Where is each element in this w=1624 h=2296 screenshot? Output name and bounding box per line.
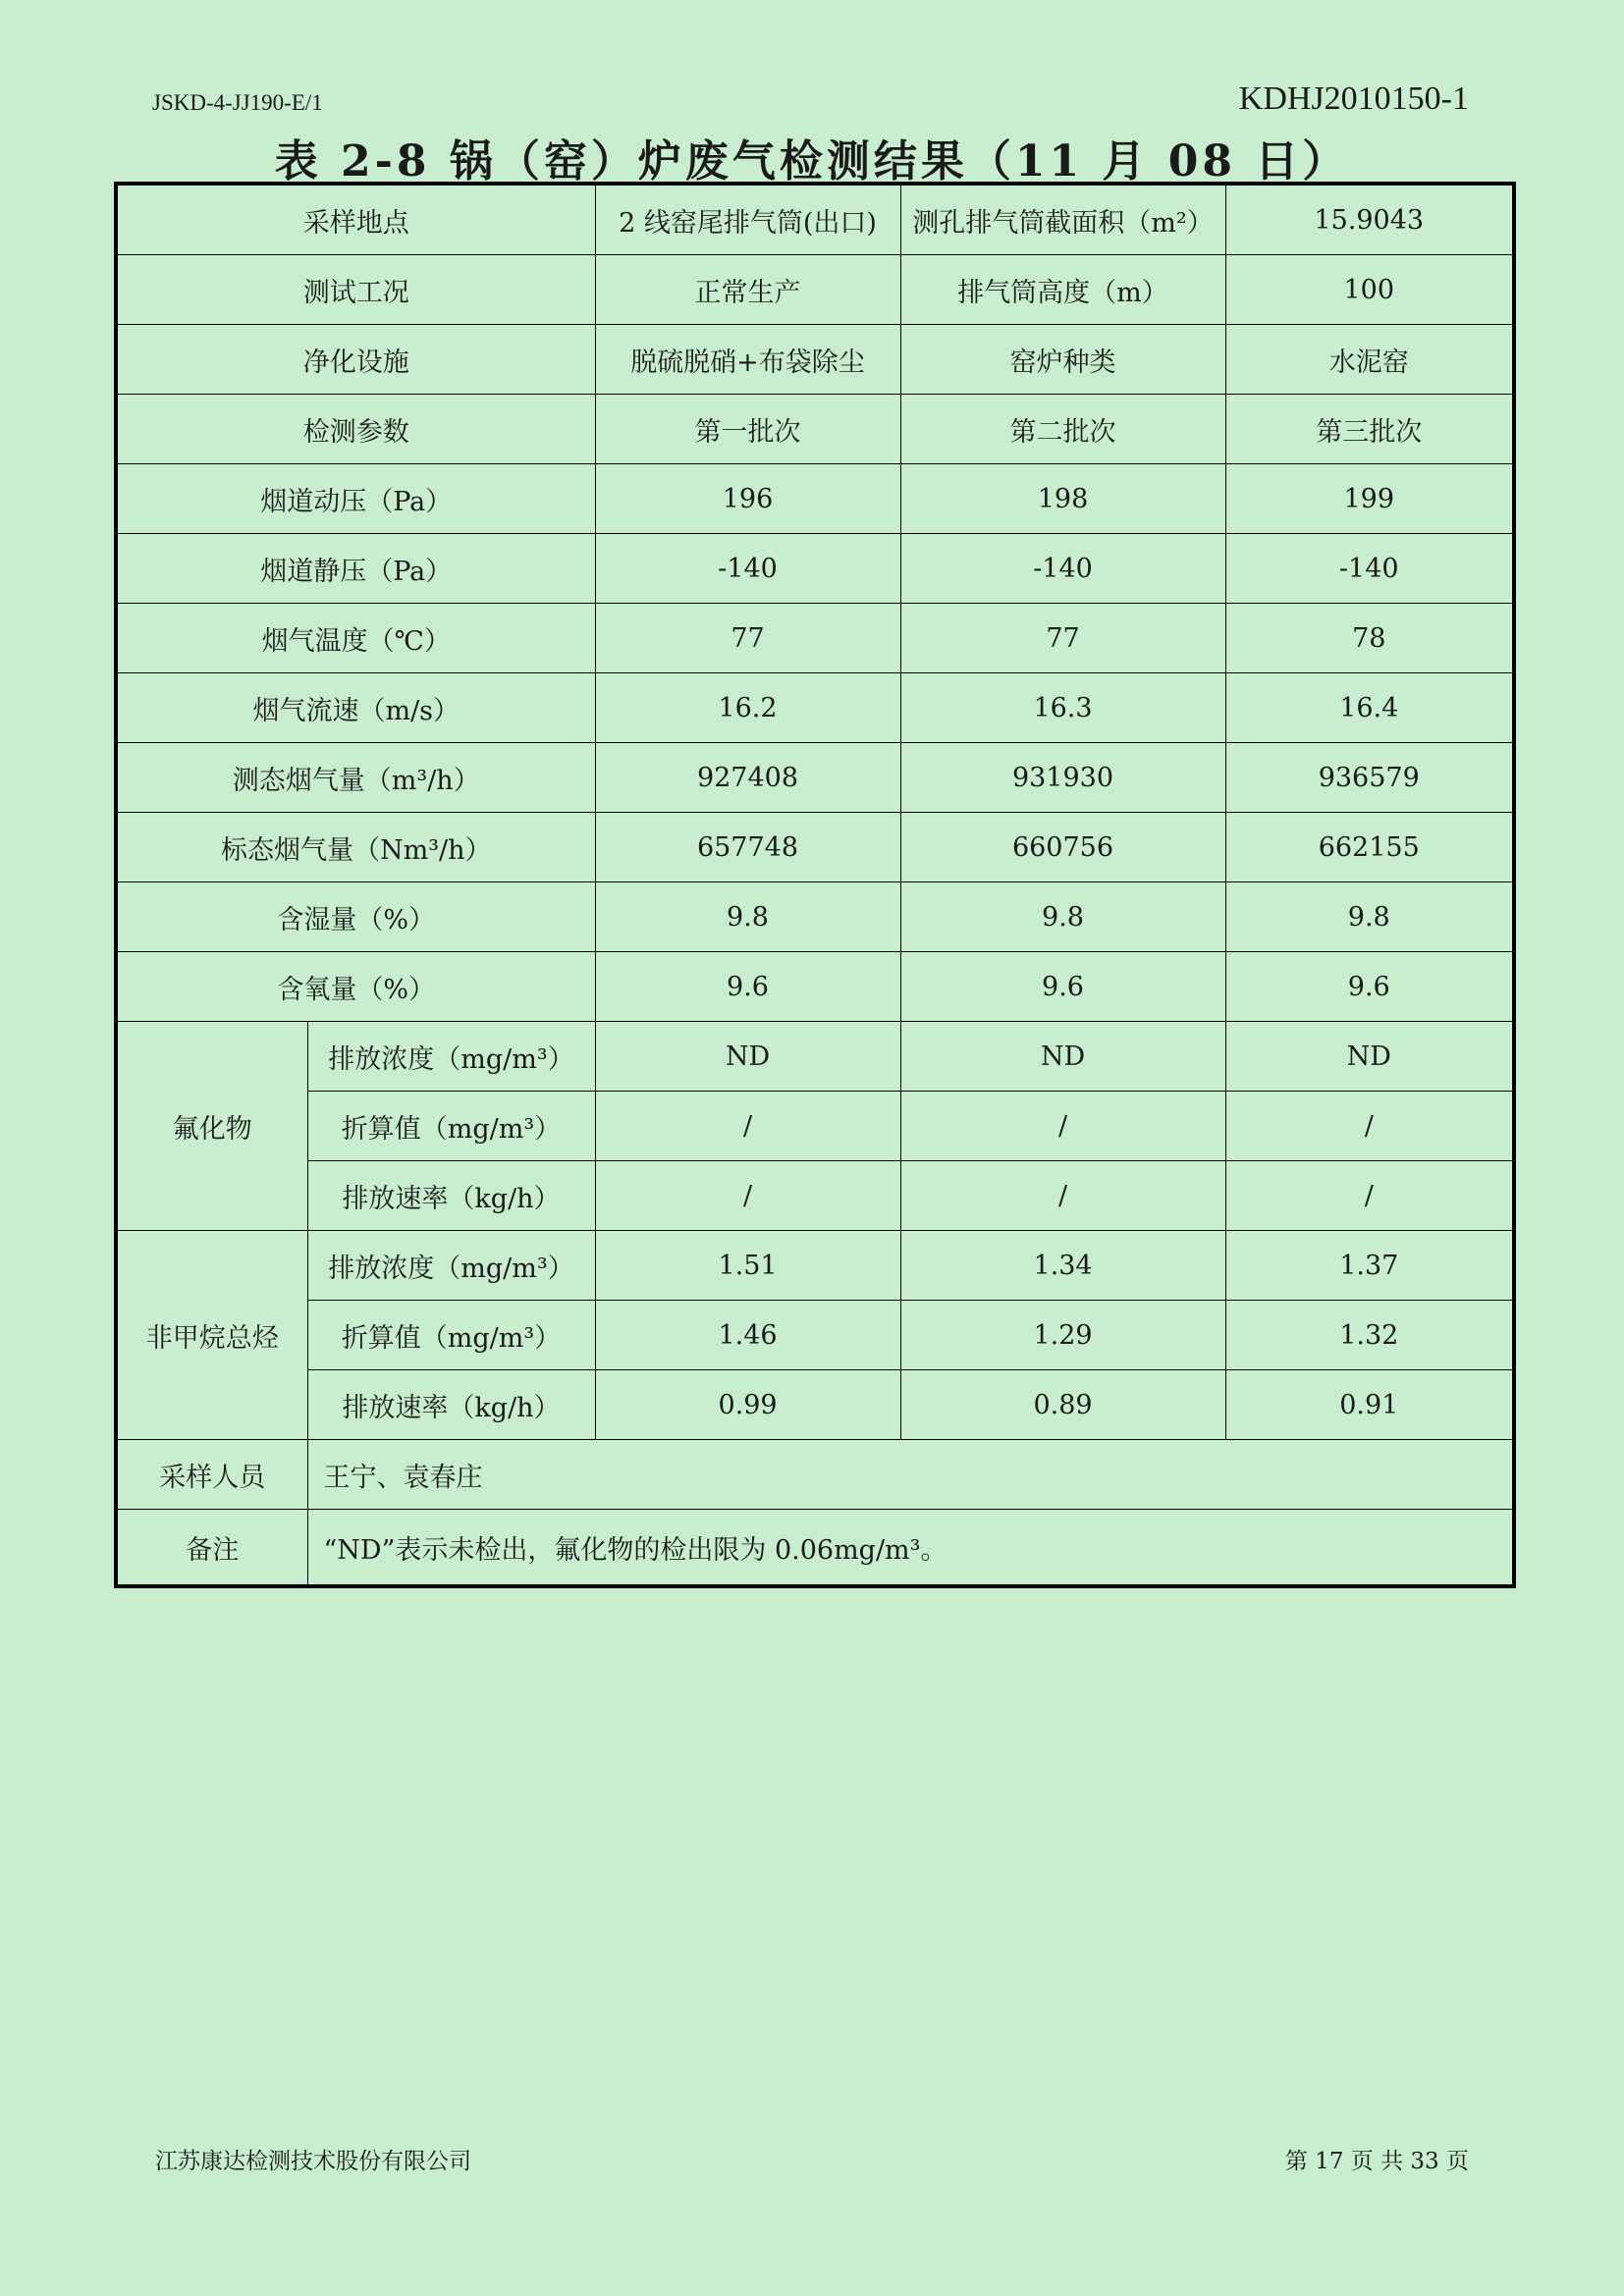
row-label: 烟气流速（m/s）	[116, 673, 595, 743]
row-label: 采样地点	[116, 184, 595, 255]
table-cell: 排气筒高度（m）	[900, 255, 1225, 325]
page-number: 第 17 页 共 33 页	[1284, 2149, 1469, 2174]
table-row	[116, 184, 1514, 255]
table-cell: 第二批次	[900, 395, 1225, 464]
table-row	[116, 534, 1514, 604]
table-cell: /	[900, 1092, 1225, 1161]
table-cell: 9.8	[595, 882, 900, 952]
table-row	[116, 1510, 1514, 1587]
table-cell: 936579	[1225, 743, 1514, 813]
table-cell: 正常生产	[595, 255, 900, 325]
group-label: 氟化物	[116, 1022, 307, 1231]
table-cell: 662155	[1225, 813, 1514, 882]
table-cell: -140	[900, 534, 1225, 604]
table-cell: 脱硫脱硝+布袋除尘	[595, 325, 900, 395]
table-cell: 657748	[595, 813, 900, 882]
row-label: 排放速率（kg/h）	[307, 1161, 595, 1231]
table-row	[116, 882, 1514, 952]
row-label: 含氧量（%）	[116, 952, 595, 1022]
table-row	[116, 1231, 1514, 1301]
results-table	[114, 182, 1516, 1588]
table-cell: 77	[900, 604, 1225, 673]
table-cell: /	[1225, 1161, 1514, 1231]
table-cell: 2 线窑尾排气筒(出口)	[595, 184, 900, 255]
row-label: 烟气温度（℃）	[116, 604, 595, 673]
table-cell: 15.9043	[1225, 184, 1514, 255]
table-row	[116, 1301, 1514, 1370]
company-name: 江苏康达检测技术股份有限公司	[155, 2149, 471, 2174]
table-cell: 16.3	[900, 673, 1225, 743]
table-cell: -140	[1225, 534, 1514, 604]
table-cell: /	[1225, 1092, 1514, 1161]
sampler-label: 采样人员	[116, 1440, 307, 1510]
table-cell: ND	[900, 1022, 1225, 1092]
doc-code: JSKD-4-JJ190-E/1	[152, 90, 323, 115]
row-label: 测态烟气量（m³/h）	[116, 743, 595, 813]
row-label: 净化设施	[116, 325, 595, 395]
row-label: 烟道静压（Pa）	[116, 534, 595, 604]
group-label: 非甲烷总烃	[116, 1231, 307, 1440]
table-row	[116, 604, 1514, 673]
table-cell: 196	[595, 464, 900, 534]
table-cell: 100	[1225, 255, 1514, 325]
table-cell: 1.29	[900, 1301, 1225, 1370]
table-cell: 1.37	[1225, 1231, 1514, 1301]
row-label: 折算值（mg/m³）	[307, 1092, 595, 1161]
table-cell: 1.46	[595, 1301, 900, 1370]
table-cell: 0.91	[1225, 1370, 1514, 1440]
table-cell: 9.6	[900, 952, 1225, 1022]
table-cell: 0.99	[595, 1370, 900, 1440]
table-row	[116, 325, 1514, 395]
table-cell: 660756	[900, 813, 1225, 882]
row-label: 折算值（mg/m³）	[307, 1301, 595, 1370]
table-cell: /	[595, 1092, 900, 1161]
table-cell: 16.2	[595, 673, 900, 743]
table-row	[116, 743, 1514, 813]
remark-label: 备注	[116, 1510, 307, 1587]
row-label: 排放速率（kg/h）	[307, 1370, 595, 1440]
sampler-value: 王宁、袁春庄	[307, 1440, 1514, 1510]
table-cell: 1.34	[900, 1231, 1225, 1301]
table-row	[116, 813, 1514, 882]
row-label: 测试工况	[116, 255, 595, 325]
remark-value: “ND”表示未检出，氟化物的检出限为 0.06mg/m³。	[307, 1510, 1514, 1587]
row-label: 排放浓度（mg/m³）	[307, 1022, 595, 1092]
table-cell: 0.89	[900, 1370, 1225, 1440]
table-cell: 1.32	[1225, 1301, 1514, 1370]
table-cell: ND	[595, 1022, 900, 1092]
table-cell: 9.8	[900, 882, 1225, 952]
table-title: 表 2-8 锅（窑）炉废气检测结果（11 月 08 日）	[274, 136, 1350, 187]
table-row	[116, 952, 1514, 1022]
row-label: 标态烟气量（Nm³/h）	[116, 813, 595, 882]
table-cell: 9.6	[1225, 952, 1514, 1022]
table-cell: 78	[1225, 604, 1514, 673]
table-cell: 水泥窑	[1225, 325, 1514, 395]
table-cell: 927408	[595, 743, 900, 813]
table-row	[116, 1370, 1514, 1440]
table-cell: 第一批次	[595, 395, 900, 464]
table-cell: 9.8	[1225, 882, 1514, 952]
table-row	[116, 673, 1514, 743]
table-row	[116, 395, 1514, 464]
report-number: KDHJ2010150-1	[1238, 80, 1469, 117]
table-cell: -140	[595, 534, 900, 604]
table-row	[116, 1092, 1514, 1161]
table-cell: 16.4	[1225, 673, 1514, 743]
table-row	[116, 255, 1514, 325]
table-cell: 199	[1225, 464, 1514, 534]
table-row	[116, 1440, 1514, 1510]
table-cell: 9.6	[595, 952, 900, 1022]
table-row	[116, 1161, 1514, 1231]
table-cell: ND	[1225, 1022, 1514, 1092]
table-cell: 931930	[900, 743, 1225, 813]
table-cell: /	[900, 1161, 1225, 1231]
table-row	[116, 1022, 1514, 1092]
table-cell: /	[595, 1161, 900, 1231]
row-label: 含湿量（%）	[116, 882, 595, 952]
table-cell: 窑炉种类	[900, 325, 1225, 395]
table-row	[116, 464, 1514, 534]
table-cell: 测孔排气筒截面积（m²）	[900, 184, 1225, 255]
row-label: 检测参数	[116, 395, 595, 464]
table-cell: 第三批次	[1225, 395, 1514, 464]
row-label: 烟道动压（Pa）	[116, 464, 595, 534]
table-cell: 1.51	[595, 1231, 900, 1301]
table-cell: 77	[595, 604, 900, 673]
row-label: 排放浓度（mg/m³）	[307, 1231, 595, 1301]
table-cell: 198	[900, 464, 1225, 534]
